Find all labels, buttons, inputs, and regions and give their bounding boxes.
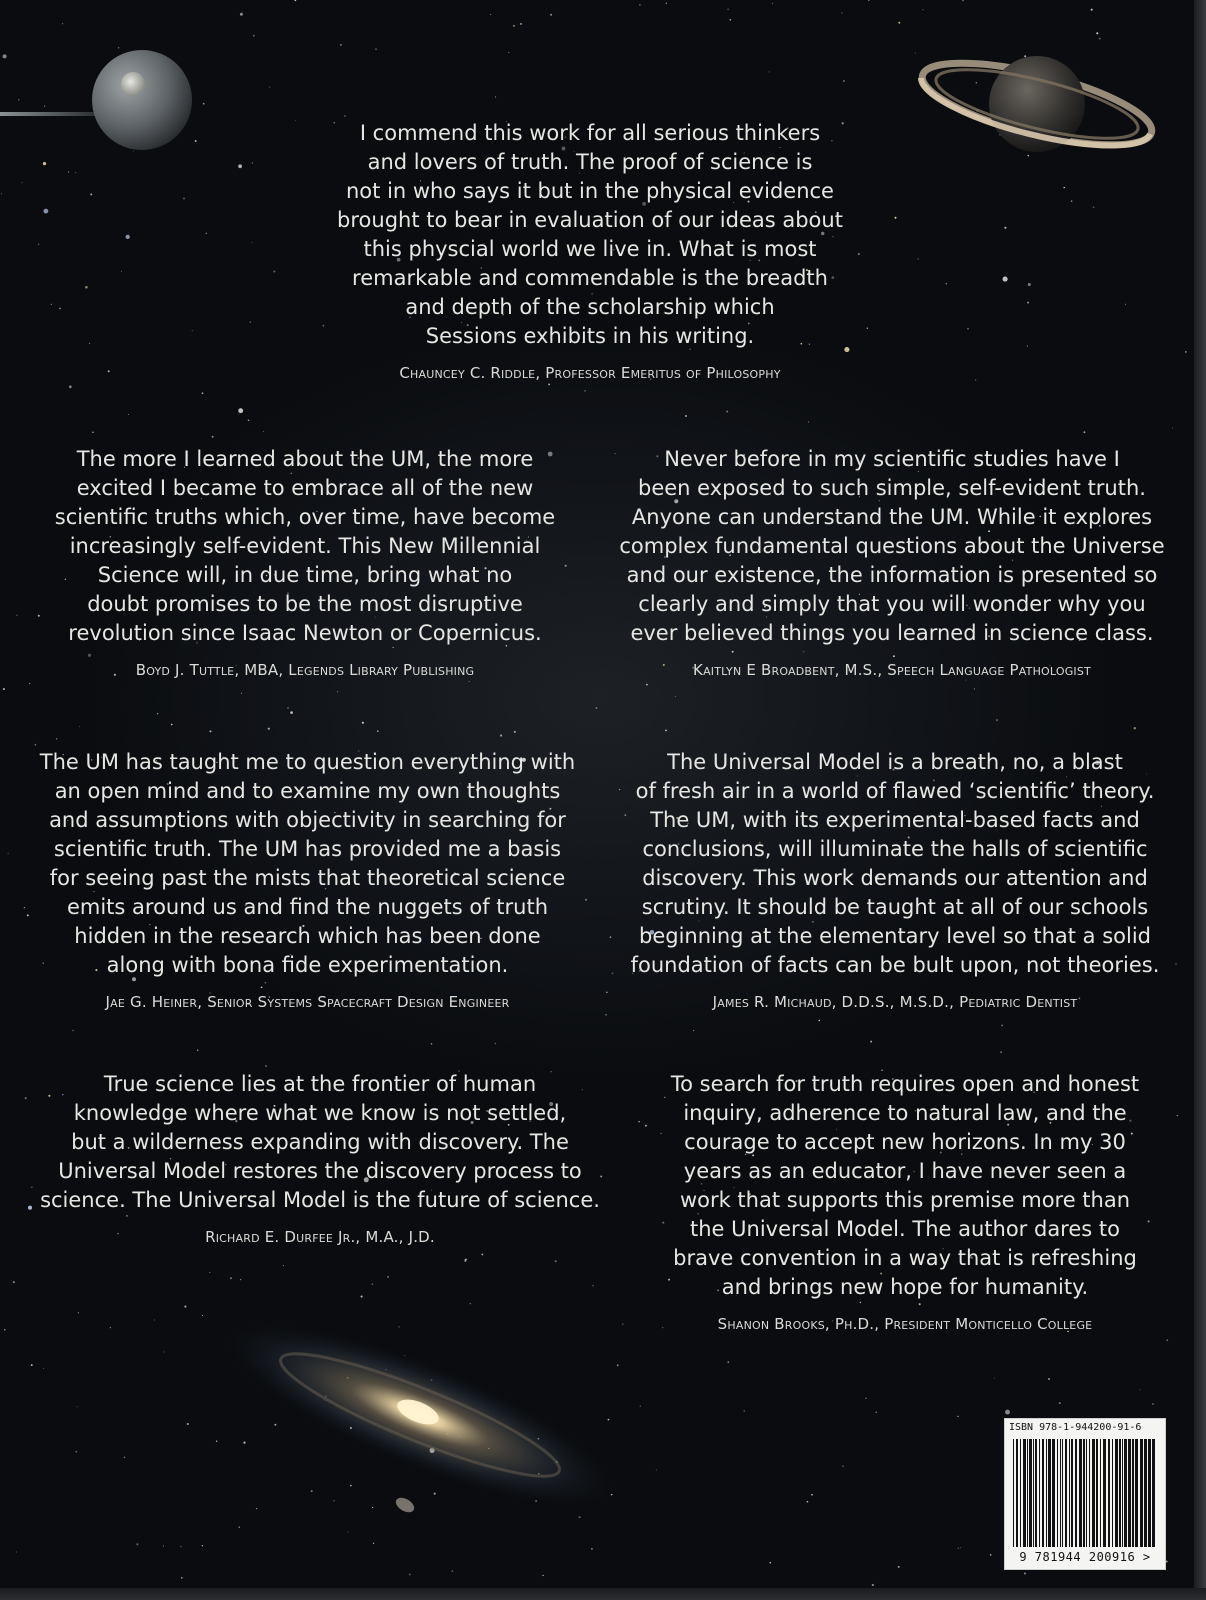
star — [593, 1285, 594, 1286]
star — [1027, 345, 1028, 346]
star — [1028, 155, 1030, 157]
star — [464, 1260, 466, 1262]
star — [1152, 1403, 1154, 1405]
barcode-bar — [1048, 1439, 1051, 1547]
star — [727, 1361, 729, 1363]
star — [1024, 55, 1026, 57]
star — [171, 724, 173, 726]
barcode-bar — [1020, 1439, 1021, 1547]
star — [666, 3, 668, 5]
star — [206, 233, 207, 234]
star — [240, 13, 243, 16]
star — [605, 1014, 607, 1016]
star — [287, 707, 288, 708]
star — [769, 1562, 771, 1564]
testimonial-attribution: Jae G. Heiner, Senior Systems Spacecraft Design Engineer — [105, 993, 510, 1011]
barcode-bar — [1075, 1439, 1077, 1547]
star — [819, 1020, 821, 1022]
star — [238, 164, 242, 168]
star — [1166, 1561, 1168, 1563]
star — [514, 731, 516, 733]
testimonial-text: The UM has taught me to question everything with an open mind and to examine my own thoughts and assumptions with objectivity in searching for scientific truth. The UM has provided me a basis for seeing past the mists that theoretical science emits around us and find the nuggets of truth hidden in the research which has been done along with bona fide experimentation. — [39, 750, 576, 977]
cover-bottom-edge — [0, 1588, 1206, 1600]
testimonial-brooks — [612, 1070, 1198, 1334]
star — [252, 242, 253, 243]
star — [398, 1326, 399, 1327]
barcode-bar — [1148, 1439, 1151, 1547]
star — [693, 1030, 694, 1031]
star — [59, 308, 61, 310]
barcode-bar — [1108, 1439, 1110, 1547]
star — [361, 1296, 363, 1298]
star — [1063, 187, 1064, 188]
star — [1139, 1389, 1140, 1390]
star — [962, 0, 964, 1]
star — [250, 322, 251, 323]
star — [195, 140, 197, 142]
star — [1071, 200, 1073, 202]
barcode-bar — [1035, 1439, 1037, 1547]
star — [133, 151, 134, 152]
star — [77, 1406, 78, 1407]
star — [665, 730, 667, 732]
star — [252, 162, 253, 163]
star — [333, 1500, 334, 1501]
star — [13, 1281, 15, 1283]
star — [283, 1265, 284, 1266]
isbn-barcode — [1004, 1418, 1166, 1570]
star — [1003, 277, 1008, 282]
star — [265, 1065, 267, 1067]
testimonial-attribution: Chauncey C. Riddle, Professor Emeritus of Philosophy — [399, 364, 781, 382]
star — [1005, 1410, 1010, 1415]
star — [68, 171, 69, 172]
star — [230, 1277, 232, 1279]
star — [807, 1501, 809, 1503]
star — [3, 688, 5, 690]
star — [128, 414, 129, 415]
barcode-bar — [1103, 1439, 1106, 1547]
star — [1028, 283, 1031, 286]
star — [90, 193, 92, 195]
star — [126, 235, 130, 239]
star — [350, 1485, 352, 1487]
star — [202, 392, 204, 394]
star — [994, 1378, 995, 1379]
testimonial-heiner — [5, 748, 610, 1012]
star — [584, 390, 586, 392]
star — [253, 35, 255, 37]
star — [967, 328, 969, 330]
barcode-bar — [1046, 1439, 1047, 1547]
star — [842, 1466, 843, 1467]
star — [675, 696, 676, 697]
star — [273, 270, 275, 272]
star — [685, 415, 687, 417]
saturn-icon — [915, 46, 1159, 161]
star — [843, 80, 845, 82]
star — [1083, 431, 1085, 433]
barcode-bar — [1128, 1439, 1131, 1547]
star — [1004, 227, 1006, 229]
barcode-bars — [1013, 1439, 1157, 1547]
star — [1172, 428, 1173, 429]
star — [16, 1551, 17, 1552]
testimonial-attribution: Kaitlyn E Broadbent, M.S., Speech Language Pathologist — [693, 661, 1091, 679]
star — [726, 411, 728, 413]
star — [29, 683, 30, 684]
galaxy-icon — [206, 1288, 634, 1542]
star — [22, 182, 23, 183]
testimonial-attribution: Richard E. Durfee Jr., M.A., J.D. — [205, 1228, 435, 1246]
star — [121, 271, 122, 272]
star — [1048, 1378, 1050, 1380]
star — [202, 1545, 203, 1546]
star — [239, 1527, 240, 1528]
star — [975, 379, 977, 381]
star — [868, 0, 870, 1]
star — [69, 385, 72, 388]
star — [110, 1327, 111, 1328]
star — [163, 1545, 164, 1546]
star — [372, 1507, 373, 1508]
barcode-bar — [1096, 1439, 1098, 1547]
star — [263, 431, 264, 432]
star — [35, 744, 37, 746]
star — [1024, 1572, 1026, 1574]
star — [646, 684, 648, 686]
star — [240, 1279, 241, 1280]
star — [256, 1508, 257, 1509]
star — [181, 1577, 183, 1579]
star — [872, 1584, 874, 1586]
star — [248, 419, 250, 421]
star — [1001, 1025, 1003, 1027]
testimonial-attribution: Boyd J. Tuttle, MBA, Legends Library Publishing — [135, 661, 475, 679]
star — [118, 47, 120, 49]
star — [163, 1351, 164, 1352]
star — [1, 193, 2, 194]
star — [56, 738, 57, 739]
star — [769, 71, 770, 72]
barcode-bar — [1013, 1439, 1014, 1547]
star — [976, 82, 977, 83]
star — [209, 730, 211, 732]
star — [617, 1364, 619, 1366]
star — [772, 3, 773, 4]
star — [202, 1315, 203, 1316]
barcode-bar — [1060, 1439, 1061, 1547]
testimonial-tuttle — [10, 445, 600, 680]
star — [311, 1490, 313, 1492]
star — [898, 22, 900, 24]
star — [727, 9, 728, 10]
barcode-bar — [1119, 1439, 1121, 1547]
barcode-bar — [1016, 1439, 1018, 1547]
star — [72, 1030, 74, 1032]
star — [579, 1516, 581, 1518]
star — [1096, 32, 1098, 34]
barcode-bar — [1029, 1439, 1032, 1547]
star — [591, 1548, 593, 1550]
star — [990, 1554, 992, 1556]
star — [274, 1424, 276, 1426]
star — [136, 1543, 138, 1545]
star — [43, 1368, 44, 1369]
star — [62, 23, 63, 24]
cover-right-edge — [1194, 0, 1206, 1600]
barcode-bar — [1115, 1439, 1118, 1547]
moon-planet-icon — [0, 50, 192, 150]
star — [1185, 351, 1187, 353]
barcode-bar — [1069, 1439, 1070, 1547]
star — [183, 197, 185, 199]
star — [898, 1566, 900, 1568]
barcode-bar — [1124, 1439, 1127, 1547]
star — [469, 681, 470, 682]
barcode-bar — [1152, 1439, 1155, 1547]
barcode-digits: 9 781944 200916 > — [1019, 1550, 1151, 1564]
star — [337, 691, 338, 692]
star — [180, 1546, 181, 1547]
testimonial-text: I commend this work for all serious thinkers and lovers of truth. The proof of science is not in who says it but in the physical evidence brought to bear in evaluation of our ideas about this physcial world we live in. What is most remarkable and commendable is the breadth and depth of the scholarship which Sessions exhibits in his writing. — [337, 121, 843, 348]
star — [452, 1570, 454, 1572]
barcode-bar — [1135, 1439, 1138, 1547]
star — [918, 258, 919, 259]
star — [216, 1440, 217, 1441]
star — [1099, 38, 1101, 40]
star — [811, 1494, 813, 1496]
star — [542, 1575, 543, 1576]
star — [78, 1312, 79, 1313]
star — [348, 1531, 349, 1532]
star — [513, 25, 515, 27]
star — [915, 53, 916, 54]
star — [372, 1283, 374, 1285]
star — [197, 1049, 199, 1051]
star — [295, 0, 297, 1]
testimonial-broadbent — [588, 445, 1196, 680]
star — [958, 1547, 959, 1548]
star — [154, 1320, 155, 1321]
star — [875, 1411, 877, 1413]
barcode-bar — [1027, 1439, 1028, 1547]
star — [92, 431, 94, 433]
star — [362, 722, 364, 724]
star — [44, 209, 49, 214]
testimonial-riddle — [280, 119, 900, 383]
star — [375, 48, 377, 50]
star — [1027, 302, 1029, 304]
star — [490, 14, 491, 15]
testimonial-text: The Universal Model is a breath, no, a blast of fresh air in a world of flawed ‘scientific’ theory. The UM, with its experimental-based facts and conclusions, will illuminate the halls of scientific discovery. This work demands our attention and scrutiny. It should be taught at all of our schools beginning at the elementary level so that a solid foundation of facts can be bult upon, not theories. — [630, 750, 1160, 977]
star — [640, 1406, 641, 1407]
star — [865, 1398, 866, 1399]
star — [203, 103, 205, 105]
star — [31, 1364, 33, 1366]
star — [51, 304, 52, 305]
star — [1091, 9, 1093, 11]
star — [75, 172, 76, 173]
star — [960, 1547, 961, 1548]
star — [495, 96, 496, 97]
star — [974, 688, 975, 689]
barcode-bar — [1089, 1439, 1090, 1547]
testimonial-attribution: Shanon Brooks, Ph.D., President Monticello College — [717, 1315, 1093, 1333]
star — [238, 408, 243, 413]
testimonial-durfee — [20, 1070, 620, 1247]
star — [922, 9, 923, 10]
star — [377, 730, 379, 732]
star — [744, 1410, 745, 1411]
star — [1093, 206, 1095, 208]
star — [4, 1329, 6, 1331]
star — [481, 1254, 483, 1256]
star — [212, 436, 214, 438]
barcode-bar — [1100, 1439, 1101, 1547]
star — [729, 19, 731, 21]
barcode-bar — [1132, 1439, 1134, 1547]
barcode-bar — [1057, 1439, 1058, 1547]
star — [340, 44, 342, 46]
barcode-bar — [1023, 1439, 1026, 1547]
star — [43, 162, 46, 165]
star — [108, 370, 110, 372]
barcode-bar — [1083, 1439, 1085, 1547]
star — [192, 330, 193, 331]
star — [656, 1470, 657, 1471]
testimonial-michaud — [592, 748, 1198, 1012]
barcode-bar — [1052, 1439, 1055, 1547]
star — [555, 1260, 557, 1262]
star — [639, 4, 640, 5]
star — [290, 711, 293, 714]
barcode-bar — [1112, 1439, 1113, 1547]
star — [470, 1303, 471, 1304]
star — [243, 1442, 245, 1444]
star — [89, 343, 90, 344]
star — [431, 1043, 433, 1045]
testimonial-text: To search for truth requires open and honest inquiry, adherence to natural law, and the courage to accept new horizons. In my 30 years as an educator, I have never seen a work that supports this premise more than the Universal Model. The author dares to brave convention in a way that is refreshing and brings new hope for humanity. — [670, 1072, 1140, 1299]
testimonial-text: Never before in my scientific studies have I been exposed to such simple, self-evident truth. Anyone can understand the UM. While it explores complex fundamental questions about the Universe and our existence, the information is presented so clearly and simply that you will wonder why you ever believed things you learned in science class. — [619, 447, 1165, 645]
barcode-bar — [1033, 1439, 1034, 1547]
testimonial-attribution: James R. Michaud, D.D.S., M.S.D., Pediatric Dentist — [712, 993, 1078, 1011]
barcode-bar — [1039, 1439, 1040, 1547]
star — [1059, 1402, 1061, 1404]
star — [387, 1276, 389, 1278]
star — [409, 1573, 411, 1575]
star — [520, 23, 522, 25]
barcode-bar — [1062, 1439, 1063, 1547]
testimonial-text: True science lies at the frontier of human knowledge where what we know is not settled, but a wilderness expanding with discovery. The Universal Model restores the discovery process to science. The Universal Model is the future of science. — [40, 1072, 600, 1212]
star — [870, 1041, 872, 1043]
star — [1134, 727, 1136, 729]
star — [187, 1423, 189, 1425]
star — [957, 1416, 958, 1417]
barcode-bar — [1086, 1439, 1087, 1547]
star — [268, 728, 270, 730]
star — [841, 12, 842, 13]
star — [595, 707, 597, 709]
barcode-bar — [1122, 1439, 1123, 1547]
star — [1000, 1051, 1002, 1053]
star — [38, 244, 40, 246]
star — [495, 1043, 497, 1045]
star — [184, 1306, 186, 1308]
star — [124, 1457, 126, 1459]
barcode-bar — [1071, 1439, 1073, 1547]
star — [85, 286, 88, 289]
star — [808, 421, 809, 422]
star — [157, 713, 158, 714]
barcode-bar — [1079, 1439, 1082, 1547]
star — [241, 693, 242, 694]
star — [79, 726, 80, 727]
barcode-bar — [1144, 1439, 1147, 1547]
star — [18, 99, 19, 100]
star — [500, 734, 502, 736]
star — [1125, 304, 1126, 305]
star — [209, 1272, 210, 1273]
star — [1166, 1339, 1168, 1341]
barcode-bar — [1042, 1439, 1044, 1547]
star — [508, 52, 509, 53]
star — [608, 1419, 610, 1421]
testimonial-text: The more I learned about the UM, the more excited I became to embrace all of the new scientific truths which, over time, have become increasingly self-evident. This New Millennial Science will, in due time, bring what no doubt promises to be the most disruptive revolution since Isaac Newton or Copernicus. — [54, 447, 556, 645]
star — [3, 54, 7, 58]
star — [434, 1493, 436, 1495]
star — [269, 87, 270, 88]
barcode-bar — [1092, 1439, 1095, 1547]
star — [75, 1451, 77, 1453]
isbn-label: ISBN 978-1-944200-91-6 — [1009, 1422, 1142, 1433]
star — [550, 14, 552, 16]
star — [946, 283, 947, 284]
star — [373, 1543, 374, 1544]
barcode-bar — [1140, 1439, 1143, 1547]
star — [548, 383, 550, 385]
star — [344, 115, 345, 116]
barcode-bar — [1065, 1439, 1067, 1547]
star — [996, 719, 998, 721]
star — [44, 106, 45, 107]
